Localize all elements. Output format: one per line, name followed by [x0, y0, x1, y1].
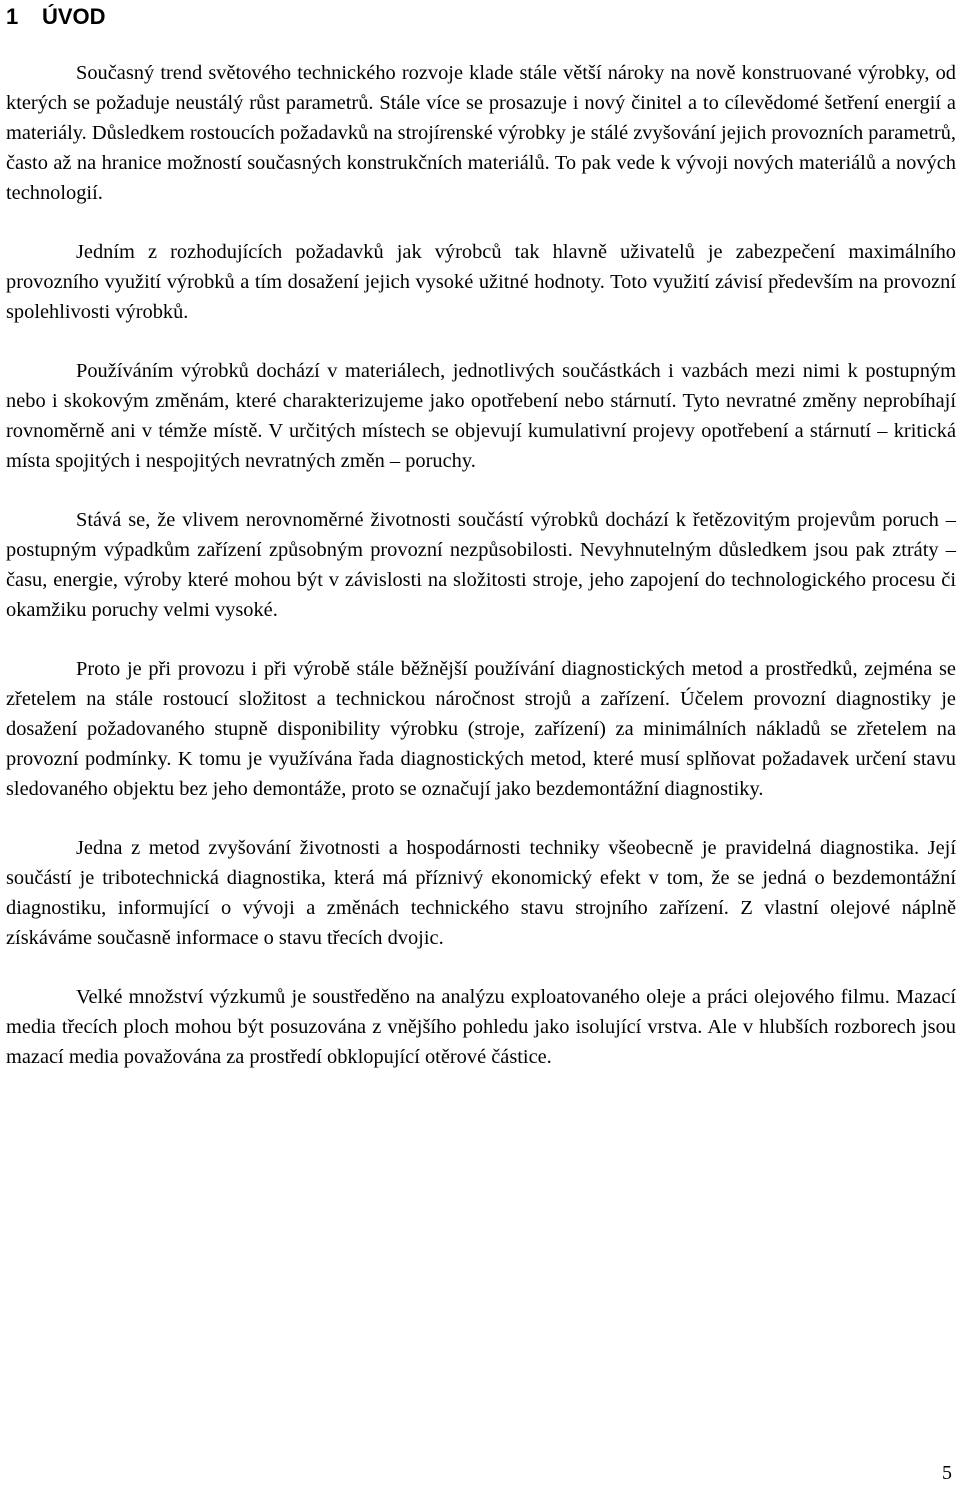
page-number: 5 — [942, 1462, 952, 1484]
paragraph: Proto je při provozu i při výrobě stále běžnější používání diagnostických metod a prostředků, zejména se zřetelem na stále rostoucí složitost a technickou náročnost strojů a zařízení. Účelem provozní diagnostiky je dosažení požadovaného stupně disponibility výrobku (stroje, zařízení) za minimálních nákladů se zřetelem na provozní podmínky. K tomu je využívána řada diagnostických metod, které musí splňovat požadavek určení stavu sledovaného objektu bez jeho demontáže, proto se označují jako bezdemontážní diagnostiky. — [6, 658, 956, 800]
paragraph: Současný trend světového technického rozvoje klade stále větší nároky na nově konstruované výrobky, od kterých se požaduje neustálý růst parametrů. Stále více se prosazuje i nový činitel a to cílevědomé šetření energií a materiály. Důsledkem rostoucích požadavků na strojírenské výrobky je stálé zvyšování jejich provozních parametrů, často až na hranice možností současných konstrukčních materiálů. To pak vede k vývoji nových materiálů a nových technologií. — [6, 62, 956, 204]
paragraph: Jedním z rozhodujících požadavků jak výrobců tak hlavně uživatelů je zabezpečení maximálního provozního využití výrobků a tím dosažení jejich vysoké užitné hodnoty. Toto využití závisí především na provozní spolehlivosti výrobků. — [6, 241, 956, 323]
paragraph: Stává se, že vlivem nerovnoměrné životnosti součástí výrobků dochází k řetězovitým projevům poruch – postupným výpadkům zařízení způsobným provozní nezpůsobilosti. Nevyhnutelným důsledkem jsou pak ztráty – času, energie, výroby které mohou být v závislosti na složitosti stroje, jeho zapojení do technologického procesu či okamžiku poruchy velmi vysoké. — [6, 509, 956, 621]
chapter-heading — [6, 2, 106, 32]
paragraph: Velké množství výzkumů je soustředěno na analýzu exploatovaného oleje a práci olejového filmu. Mazací media třecích ploch mohou být posuzována z vnějšího pohledu jako isolující vrstva. Ale v hlubších rozborech jsou mazací media považována za prostředí obklopující otěrové částice. — [6, 986, 956, 1068]
chapter-title: ÚVOD — [42, 4, 106, 29]
chapter-number: 1 — [6, 4, 19, 29]
body-text — [6, 58, 956, 1101]
paragraph: Jedna z metod zvyšování životnosti a hospodárnosti techniky všeobecně je pravidelná diagnostika. Její součástí je tribotechnická diagnostika, která má příznivý ekonomický efekt v tom, že se jedná o bezdemontážní diagnostiku, informující o vývoji a změnách technického stavu strojního zařízení. Z vlastní olejové náplně získáváme současně informace o stavu třecích dvojic. — [6, 837, 956, 949]
paragraph: Používáním výrobků dochází v materiálech, jednotlivých součástkách i vazbách mezi nimi k postupným nebo i skokovým změnám, které charakterizujeme jako opotřebení nebo stárnutí. Tyto nevratné změny neprobíhají rovnoměrně ani v témže místě. V určitých místech se objevují kumulativní projevy opotřebení a stárnutí – kritická místa spojitých i nespojitých nevratných změn – poruchy. — [6, 360, 956, 472]
